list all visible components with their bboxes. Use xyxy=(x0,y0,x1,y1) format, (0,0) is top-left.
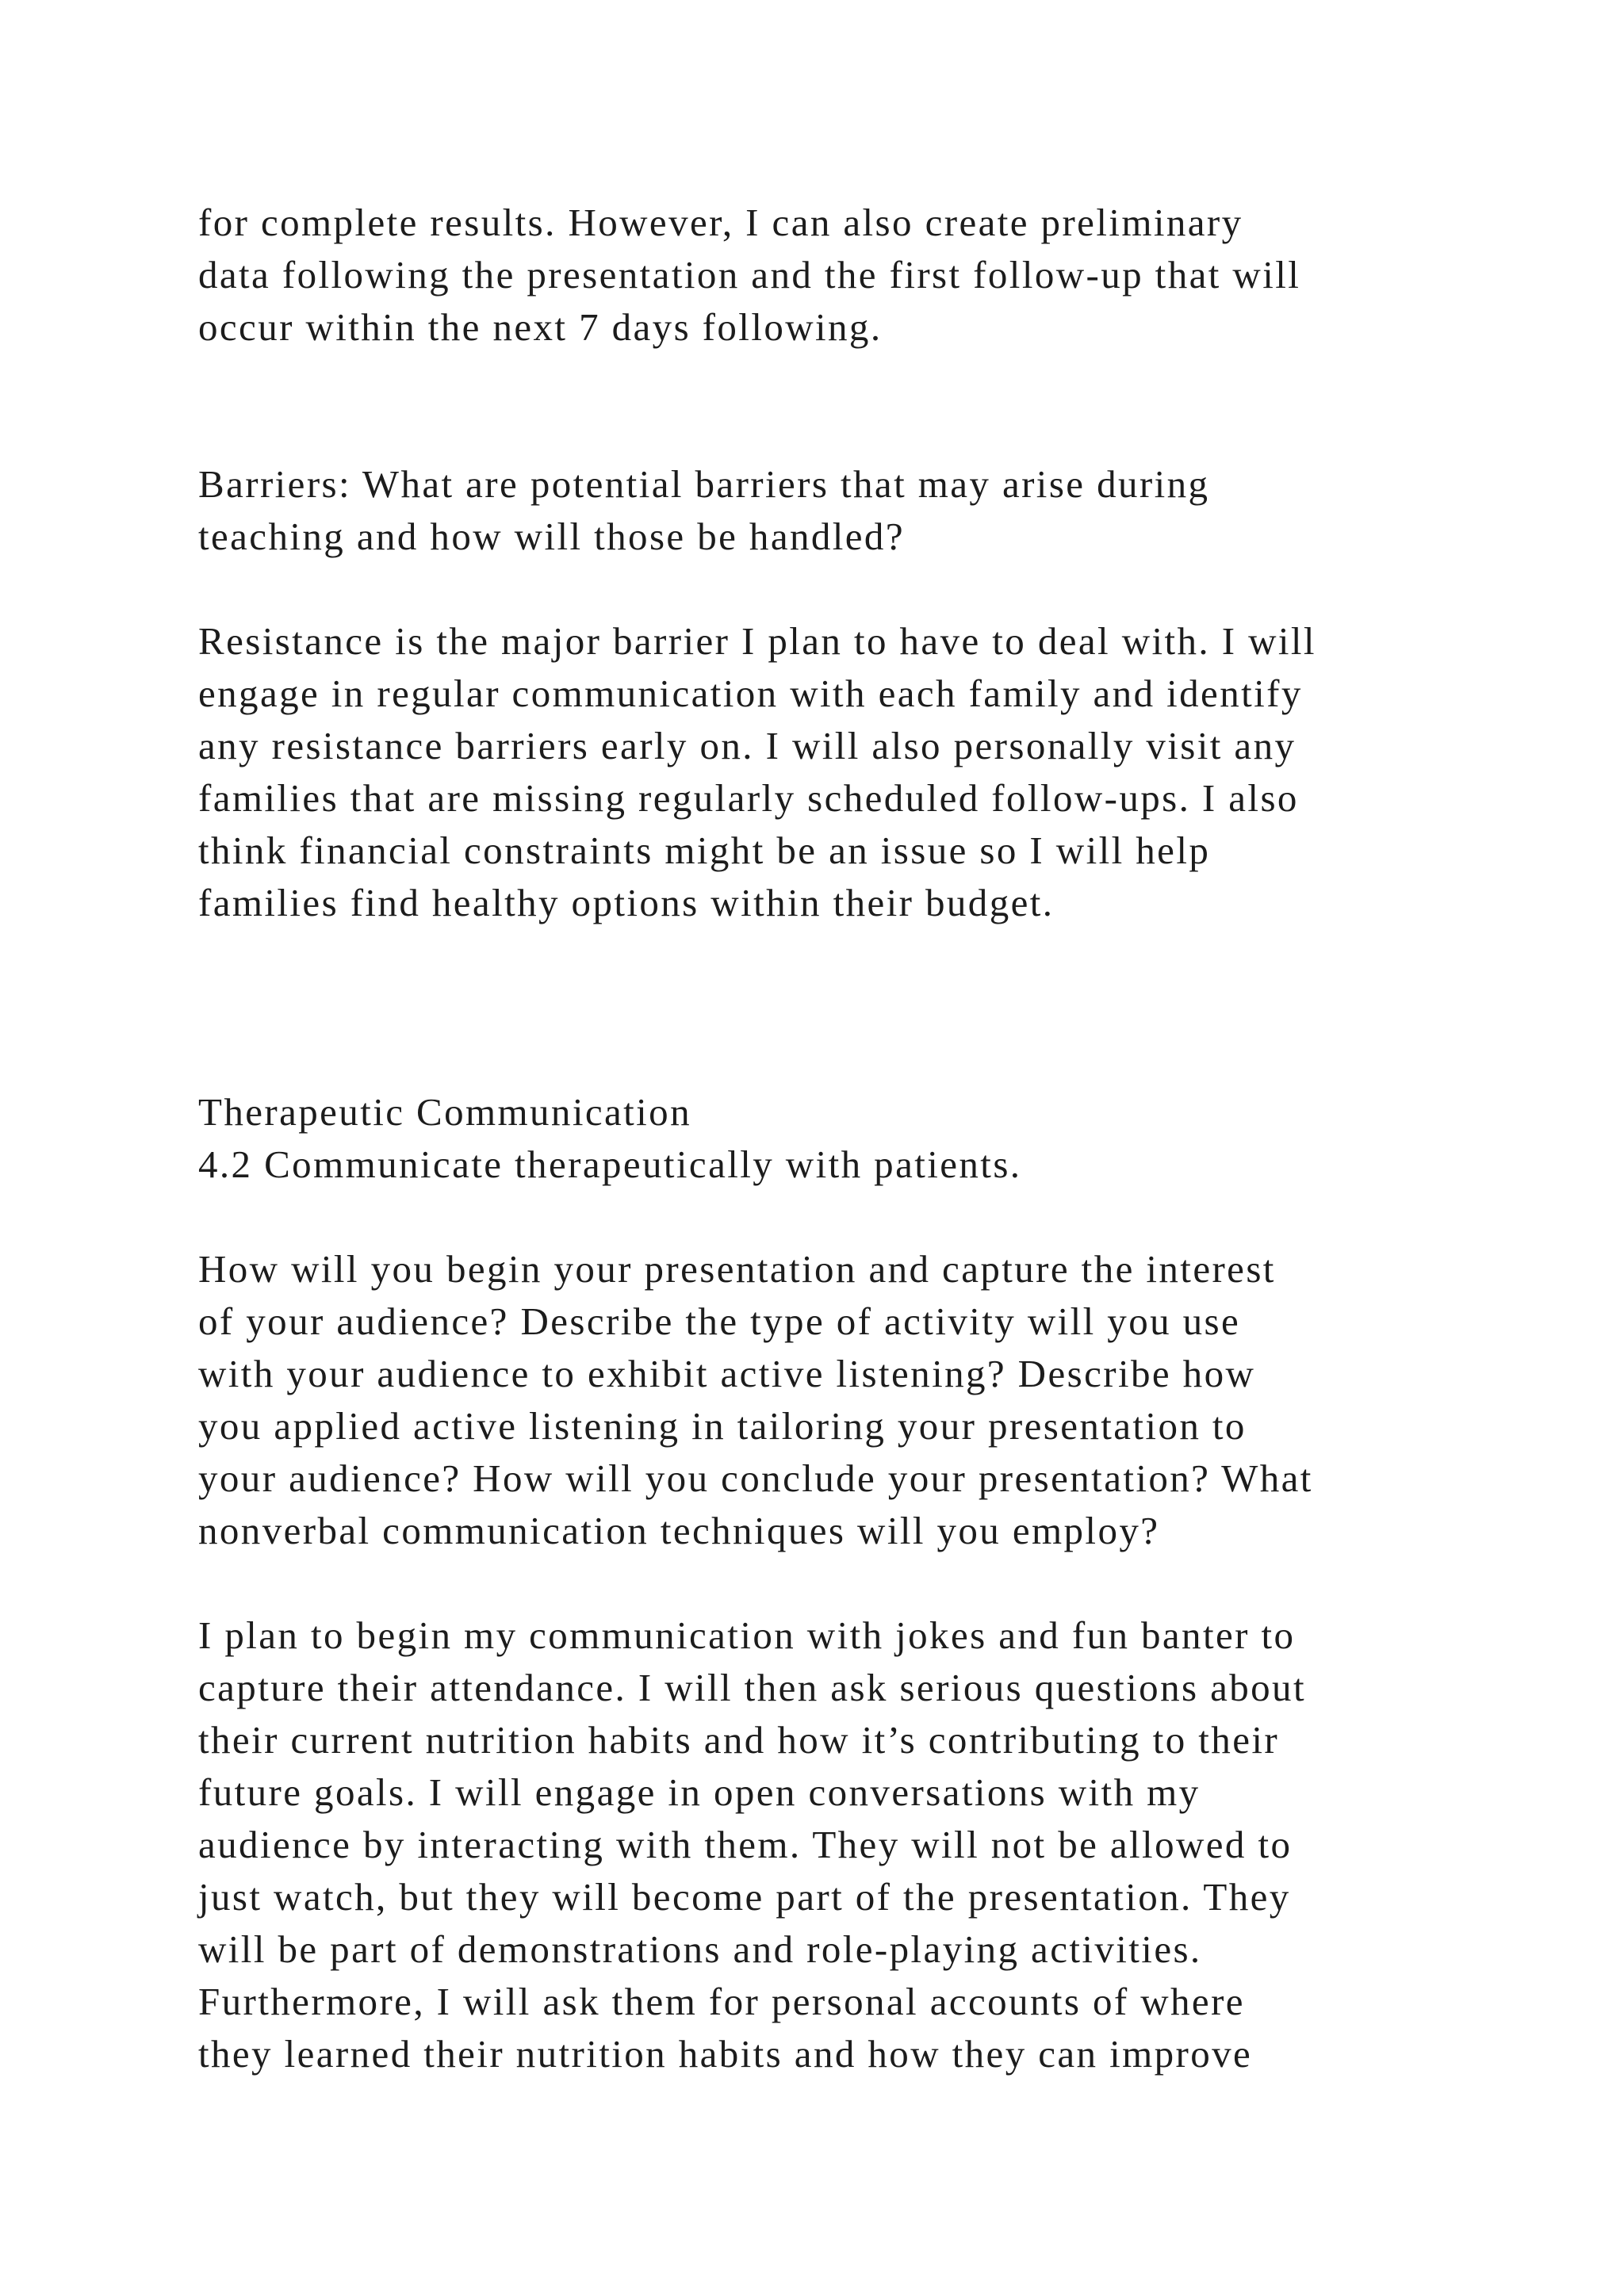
evaluation-timeline-paragraph xyxy=(198,197,1546,354)
text-line: will be part of demonstrations and role-playing activities. xyxy=(198,1927,1202,1971)
text-line: How will you begin your presentation and capture the interest xyxy=(198,1247,1276,1291)
text-line: families that are missing regularly scheduled follow-ups. I also xyxy=(198,776,1299,820)
text-line: your audience? How will you conclude your presentation? What xyxy=(198,1456,1313,1500)
text-line: Furthermore, I will ask them for personal accounts of where xyxy=(198,1980,1245,2023)
text-line: just watch, but they will become part of the presentation. They xyxy=(198,1875,1291,1919)
text-line: audience by interacting with them. They will not be allowed to xyxy=(198,1823,1293,1866)
text-line: for complete results. However, I can also create preliminary xyxy=(198,201,1243,244)
text-line: families find healthy options within their budget. xyxy=(198,881,1055,924)
text-line: nonverbal communication techniques will you employ? xyxy=(198,1509,1160,1552)
text-line: Barriers: What are potential barriers that may arise during xyxy=(198,462,1210,506)
text-line: think financial constraints might be an issue so I will help xyxy=(198,828,1211,872)
text-line: any resistance barriers early on. I will also personally visit any xyxy=(198,724,1297,767)
text-line: with your audience to exhibit active listening? Describe how xyxy=(198,1352,1256,1395)
text-line: capture their attendance. I will then ask serious questions about xyxy=(198,1666,1306,1709)
text-line: engage in regular communication with each family and identify xyxy=(198,672,1303,715)
text-line: teaching and how will those be handled? xyxy=(198,515,905,558)
text-line: occur within the next 7 days following. xyxy=(198,305,883,349)
text-line: Resistance is the major barrier I plan to have to deal with. I will xyxy=(198,619,1316,663)
text-line: their current nutrition habits and how it’s contributing to their xyxy=(198,1718,1280,1762)
text-line: data following the presentation and the first follow-up that will xyxy=(198,253,1301,297)
communication-question-paragraph xyxy=(198,1243,1546,1557)
text-line: they learned their nutrition habits and how they can improve xyxy=(198,2032,1253,2076)
section-subtitle: 4.2 Communicate therapeutically with patients. xyxy=(198,1142,1022,1186)
text-line: future goals. I will engage in open conversations with my xyxy=(198,1770,1201,1814)
communication-answer-paragraph xyxy=(198,1609,1546,2080)
barriers-question-paragraph xyxy=(198,458,1546,563)
text-line: you applied active listening in tailoring your presentation to xyxy=(198,1404,1247,1448)
barriers-answer-paragraph xyxy=(198,615,1546,929)
section-heading xyxy=(198,1086,1546,1191)
section-title: Therapeutic Communication xyxy=(198,1090,691,1134)
text-line: of your audience? Describe the type of activity will you use xyxy=(198,1299,1241,1343)
text-line: I plan to begin my communication with jokes and fun banter to xyxy=(198,1613,1296,1657)
